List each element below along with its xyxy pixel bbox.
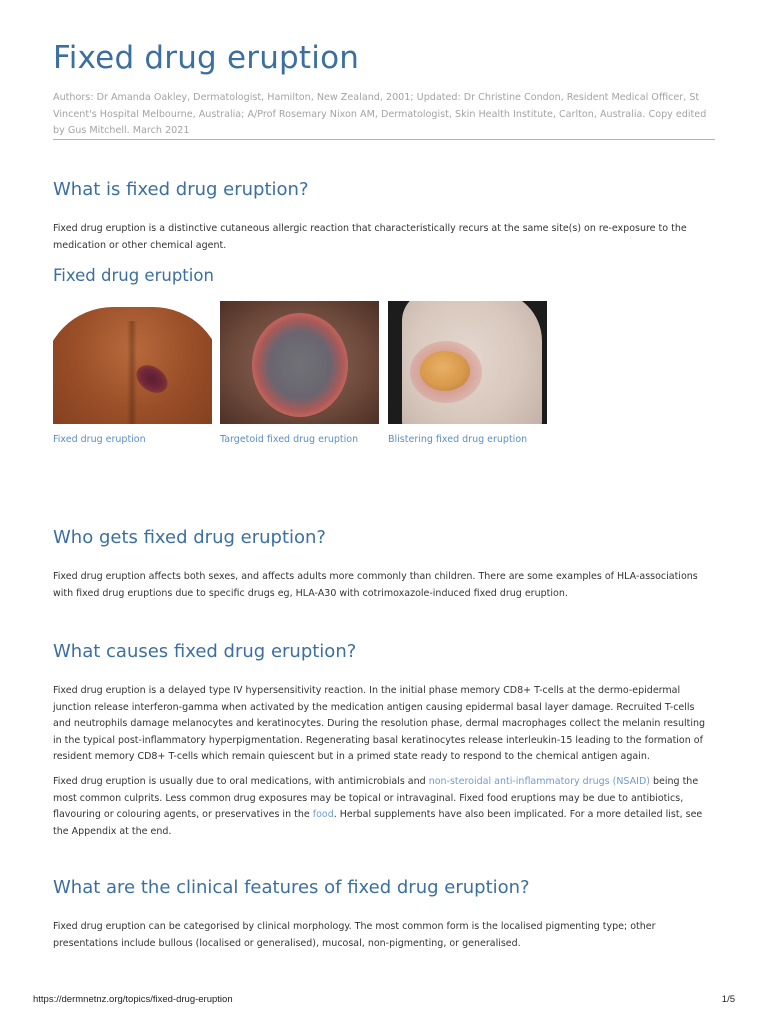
caption-link-targetoid[interactable]: Targetoid fixed drug eruption [220,434,359,445]
link-nsaid[interactable]: non-steroidal anti-inflammatory drugs (NSAID) [428,776,650,787]
photo-targetoid-lesion[interactable] [220,301,379,424]
causes-text-c: . Herbal supplements have also been implicated. For a more detailed list, see the Appendix at the end. [53,809,703,837]
heading-causes: What causes fixed drug eruption? [53,641,357,662]
footer-page-number: 1/5 [721,994,735,1005]
photo-back-lesion[interactable] [53,301,212,424]
footer-url: https://dermnetnz.org/topics/fixed-drug-eruption [33,994,233,1005]
paragraph-who-gets: Fixed drug eruption affects both sexes, and affects adults more commonly than children. There are some examples of HLA-associations with fixed drug eruptions due to specific drugs eg, HLA-A30 with cotrimoxazole-induced fixed drug eruption. [53,571,698,599]
image-gallery [53,301,553,451]
title-divider [53,139,715,140]
heading-who-gets: Who gets fixed drug eruption? [53,527,326,548]
paragraph-causes-mechanism: Fixed drug eruption is a delayed type IV hypersensitivity reaction. In the initial phase memory CD8+ T-cells at the dermo-epidermal junction release interferon-gamma when activated by the medication antigen causing epidermal basal layer damage. Recruited T-cells and neutrophils damage melanocytes and keratinocytes. During the resolution phase, dermal macrophages collect the melanin resulting in the typical post-inflammatory hyperpigmentation. Regenerating basal keratinocytes release interleukin-15 leading to the formation of resident memory CD8+ T-cells which remain quiescent but in a primed state ready to respond to the chemical antigen again. [53,685,706,763]
authors-credit: Authors: Dr Amanda Oakley, Dermatologist, Hamilton, New Zealand, 2001; Updated: Dr Christine Condon, Resident Medical Officer, St Vincent's Hospital Melbourne, Australia; A/Prof Rosemary Nixon AM, Dermatologist, Skin Health Institute, Carlton, Australia. Copy edited by Gus Mitchell. March 2021 [53,92,707,136]
figure-fixed-drug-eruption[interactable] [53,301,212,445]
heading-gallery: Fixed drug eruption [53,266,214,285]
caption-link-fixed-drug-eruption[interactable]: Fixed drug eruption [53,434,146,445]
causes-text-b: being the most common culprits. Less common drug exposures may be topical or intravaginal. Fixed food eruptions may be due to antibiotics, flavouring or colouring agents, or preservatives in the [53,776,699,821]
figure-blistering[interactable] [388,301,547,445]
paragraph-what-is: Fixed drug eruption is a distinctive cutaneous allergic reaction that characteristically recurs at the same site(s) on re-exposure to the medication or other chemical agent. [53,223,687,251]
causes-text-a: Fixed drug eruption is usually due to oral medications, with antimicrobials and [53,776,429,787]
heading-what-is: What is fixed drug eruption? [53,179,309,200]
photo-targetoid-ring [252,313,348,417]
heading-clinical-features: What are the clinical features of fixed drug eruption? [53,877,530,898]
link-food[interactable]: food [312,809,334,821]
paragraph-causes-culprits [53,774,715,840]
photo-bulla [420,351,470,391]
photo-blistering-lesion[interactable] [388,301,547,424]
paragraph-clinical-features: Fixed drug eruption can be categorised by clinical morphology. The most common form is the localised pigmenting type; other presentations include bullous (localised or generalised), mucosal, non-pigmenting, or generalised. [53,921,656,949]
caption-link-blistering[interactable]: Blistering fixed drug eruption [388,434,528,445]
page-title: Fixed drug eruption [53,40,360,76]
figure-targetoid[interactable] [220,301,379,445]
